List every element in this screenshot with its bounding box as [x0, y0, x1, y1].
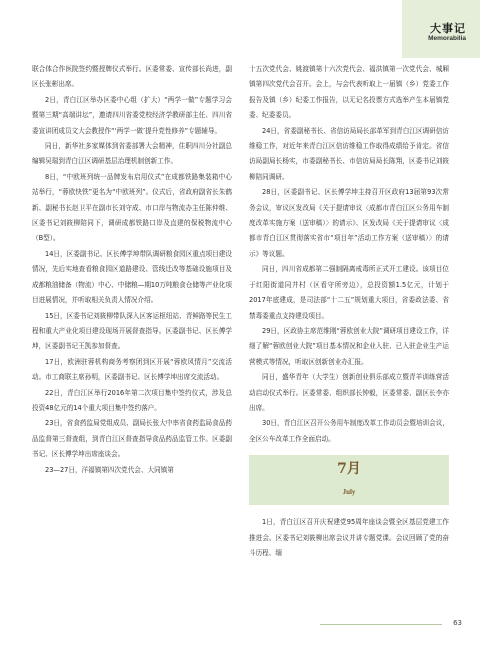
paragraph: 28日，区委副书记、区长傅学坤主持召开区政府13届第93次常务会议，审议区发改局《关于提请审议〈成都市青白江区公务用车制度改革实施方案（送审稿）〉的请示》、区发改局《关于提请审议〈成都市青白江区贯彻落实省市“项目年”活动工作方案（送审稿）〉的请示》等议题。 — [249, 188, 449, 258]
paragraph: 15日，区委书记刘筱柳带队深入区客运枢纽站、青鲜路等民生工程和重大产业化项目建设现场开展督查指导。区委副书记、区长傅学坤，区委副书记王凯参加督查。 — [32, 311, 232, 351]
paragraph: 23日，省食药监局党组成员、副局长张大中率省食药监局食品药品监督第三督查组，到青白江区督查指导食品药品监管工作。区委副书记、区长傅学坤出席座谈会。 — [32, 419, 232, 459]
paragraph: 23—27日，洋福镇第四次党代会、大同镇第 — [45, 465, 174, 474]
paragraph: 8日，“中欧班列统一品牌发布启用仪式”在成都铁路集装箱中心站举行，“蓉欧快铁”更名为“中欧班列”。仪式后，省政府副省长朱鹤新、副秘书长赵卫平在副市长刘守成、市口岸与物流办主任陈仲维、区委书记刘筱柳陪同下，调研成都铁路口岸及直建的保税物流中心（B型）。 — [32, 172, 232, 243]
paragraph: 同日，四川省成都第二强制隔离戒毒所正式开工建设。该项目位于红阳街道同井村（区看守所旁边），总投资额1.5亿元，计划于2017年底建成，是司法部“十二五”规划重大项目，省委政法委、省禁毒委重点支持建设项目。 — [249, 265, 449, 320]
paragraph: 十五次党代会、姚渡镇第十六次党代会、福洪镇第一次党代会、城厢镇第四次党代会召开。会上，与会代表听取上一届镇（乡）党委工作报告及镇（乡）纪委工作报告，以无记名投票方式选举产生本届镇党委、纪委委员。 — [249, 65, 449, 120]
section-title: 大事记 — [430, 22, 466, 35]
page-number: 63 — [453, 619, 462, 627]
paragraph: 30日，青白江区召开公务用车制度改革工作动员会暨培训会议，全区公车改革工作全面启动。 — [249, 419, 449, 443]
paragraph: 2日，青白江区举办区委中心组（扩大）“两学一做”专题学习会暨第三期“高端讲坛”，邀请四川省委党校经济学教研部主任、四川省委宣讲团成员文大会教授作“‘两学一做’提升党性修养”专题辅导。 — [32, 95, 232, 135]
month-subtitle: July — [342, 488, 356, 497]
left-column — [32, 62, 232, 478]
paragraph: 联合体合作医院签约暨授牌仪式举行。区委常委、宣传部长尚进，副区长张彬出席。 — [32, 65, 232, 89]
right-column — [249, 62, 449, 561]
month-title: 7月 — [337, 461, 361, 478]
paragraph: 1日，青白江区召开庆祝建党95周年座谈会暨全区基层党建工作推进会。区委书记刘筱柳出席会议并讲专题党课。会议回顾了党的奋斗历程、缅 — [249, 518, 449, 557]
footer-divider — [320, 624, 442, 625]
paragraph: 14日，区委副书记、区长傅学坤带队调研粮食园区重点项目建设情况，先后实地查看粮食园区道路建设、管线迁改等基础设施项目及成都粮油储备（物流）中心、中储粮—期10万吨粮食仓储等产业化项目进展情况，并听取相关负责人情况介绍。 — [32, 249, 232, 305]
paragraph: 24日，省委副秘书长、省信访局局长邵革军到青白江区调研信访维稳工作，对近年来青白江区信访维稳工作取得成绩给予肯定。省信访局副局长杨实，市委副秘书长、市信访局局长陈翔，区委书记刘筱柳陪同调研。 — [249, 126, 449, 181]
paragraph: 22日，青白江区举行2016年第二次项目集中签约仪式，涉及总投资48亿元的14个重大项目集中签约落户。 — [32, 388, 232, 412]
paragraph: 17日，欧洲驻蓉机构商务考察团到区开展“蓉欧风情月”交流活动。市工商联主席孙明，区委副书记、区长傅学坤出席交流活动。 — [32, 357, 232, 382]
paragraph: 同日，盛华青年（大学生）创新创业俱乐部成立暨青羊训练营活动启动仪式举行。区委常委、组织部长钟毅，区委常委、副区长李亦出席。 — [249, 373, 449, 412]
paragraph: 29日，区政协主席范维刚“蓉欧创业大院”调研项目建设工作，详细了解“蓉欧创业大院”项目基本情况和企业入驻、已入驻企业生产运营模式等情况，听取区创新创业办汇报。 — [249, 326, 449, 366]
paragraph: 同日，新华社多家媒体到省委部署大会精神，住职四川分社副总编辑吴瑞到青白江区调研基层治理机制创新工作。 — [32, 142, 232, 166]
month-header — [249, 455, 449, 505]
section-subtitle: Memorabilia — [428, 35, 466, 42]
